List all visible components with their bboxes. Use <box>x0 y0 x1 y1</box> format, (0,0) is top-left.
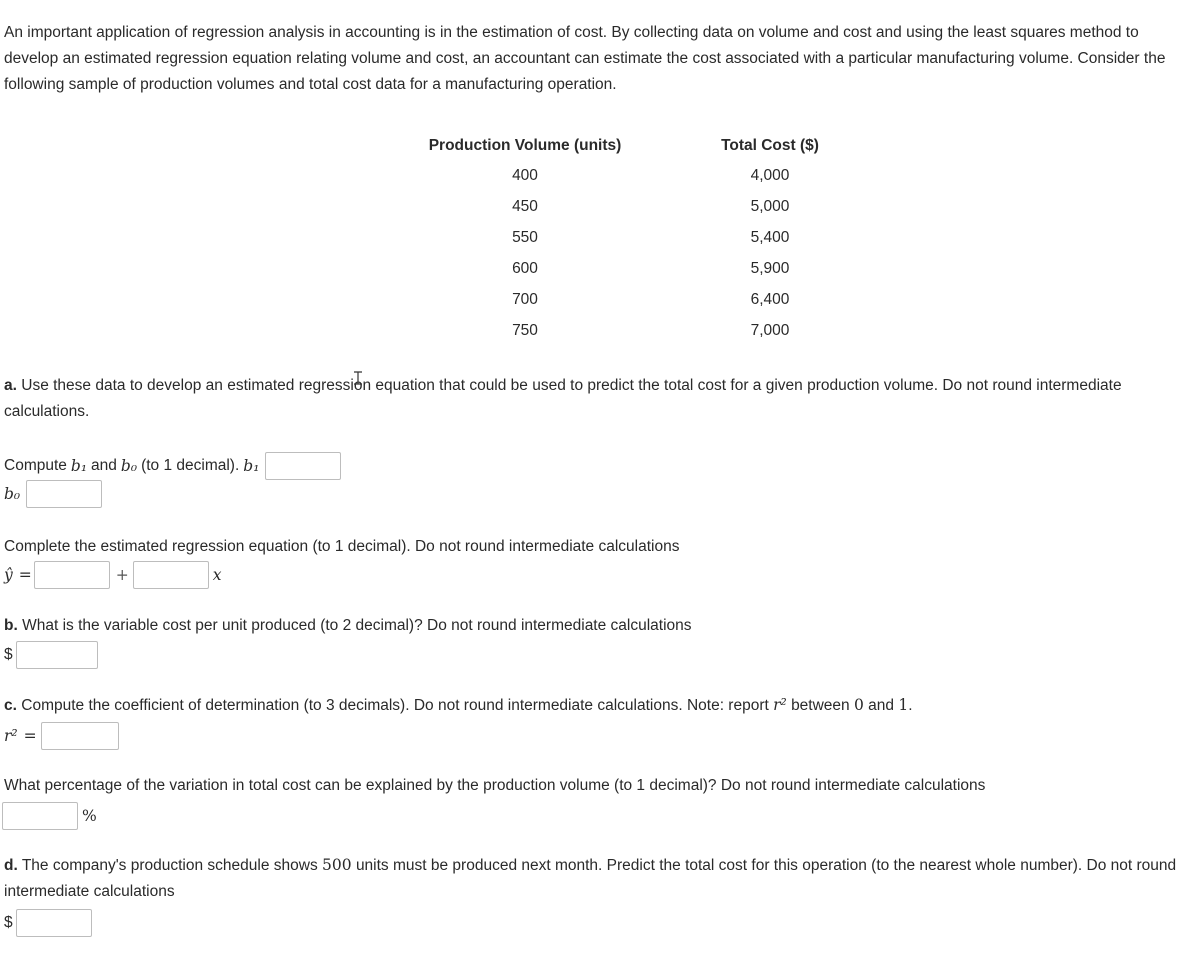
data-table <box>400 132 890 346</box>
cost-cell: 7,000 <box>750 321 790 339</box>
r2-symbol: r² <box>773 696 787 714</box>
table-row <box>400 222 890 253</box>
x-symbol: x <box>212 566 222 584</box>
b0-input[interactable] <box>26 480 102 508</box>
volume-cell: 450 <box>512 197 538 215</box>
one-value: 1 <box>898 696 909 714</box>
part-c-label: c. <box>4 697 17 714</box>
volume-cell: 700 <box>512 290 538 308</box>
part-a-question <box>4 373 1184 425</box>
cost-cell: 6,400 <box>750 290 790 308</box>
part-b-answer-row <box>4 641 98 669</box>
b1-label: b₁ <box>243 457 260 475</box>
volume-cell: 400 <box>512 166 538 184</box>
part-c-period: . <box>908 697 913 714</box>
percent-sign: % <box>82 807 97 825</box>
dollar-sign: $ <box>4 914 13 931</box>
part-c-between: between <box>791 697 850 714</box>
part-d-text-after: units must be produced next month. Predict the total cost for this operation (to the nearest whole number). Do not round intermediate calculations <box>4 857 1177 900</box>
slope-input[interactable] <box>133 561 209 589</box>
b0-row <box>4 480 102 508</box>
variable-cost-input[interactable] <box>16 641 98 669</box>
part-d-answer-row <box>4 909 92 937</box>
r2-label: r² <box>4 727 18 745</box>
r2-row <box>4 722 119 750</box>
yhat-symbol: ŷ <box>4 566 13 584</box>
cost-cell: 4,000 <box>750 166 790 184</box>
zero-value: 0 <box>853 696 864 714</box>
compute-prefix: Compute <box>4 457 67 474</box>
r2-input[interactable] <box>41 722 119 750</box>
cost-cell: 5,900 <box>750 259 790 277</box>
regression-equation-row <box>4 561 222 589</box>
table-row <box>400 315 890 346</box>
part-d-text-before: The company's production schedule shows <box>21 857 318 874</box>
table-row <box>400 160 890 191</box>
volume-cell: 750 <box>512 321 538 339</box>
total-cost-input[interactable] <box>16 909 92 937</box>
percentage-input[interactable] <box>2 802 78 830</box>
part-c-and: and <box>868 697 895 714</box>
part-b-text: What is the variable cost per unit produced (to 2 decimal)? Do not round intermediate calculations <box>22 617 692 634</box>
part-b-label: b. <box>4 617 18 634</box>
part-d-label: d. <box>4 857 18 874</box>
part-c-question <box>4 692 1194 719</box>
part-c-text: Compute the coefficient of determination (to 3 decimals). Do not round intermediate calculations. Note: report <box>21 697 769 714</box>
plus-sign: + <box>115 566 129 584</box>
part-a-label: a. <box>4 377 17 394</box>
b0-label: b₀ <box>4 485 21 503</box>
problem-intro: An important application of regression analysis in accounting is in the estimation of cost. By collecting data on volume and cost and using the least squares method to develop an estimated regression equation relating volume and cost, an accountant can estimate the cost associated with a particular manufacturing volume. Consider the following sample of production volumes and total cost data for a manufacturing operation. <box>4 24 1166 93</box>
b1-symbol: b₁ <box>70 457 88 475</box>
table-header-row <box>400 132 890 160</box>
part-b-question <box>4 613 692 639</box>
r2-equals: = <box>23 727 37 745</box>
cost-cell: 5,400 <box>750 228 790 246</box>
part-d-question <box>4 852 1199 905</box>
volume-cell: 550 <box>512 228 538 246</box>
dollar-sign: $ <box>4 646 13 663</box>
volume-cell: 600 <box>512 259 538 277</box>
column-header-volume: Production Volume (units) <box>428 137 622 154</box>
units-value: 500 <box>322 856 352 874</box>
percentage-prompt: What percentage of the variation in total cost can be explained by the production volume (to 1 decimal)? Do not round intermediate calculations <box>4 777 986 794</box>
compute-b1-b0-row <box>4 452 341 480</box>
column-header-cost: Total Cost ($) <box>721 137 819 154</box>
b0-symbol: b₀ <box>120 457 138 475</box>
table-row <box>400 191 890 222</box>
part-a-text: Use these data to develop an estimated regression equation that could be used to predict the total cost for a given production volume. Do not round intermediate calculations. <box>4 377 1122 420</box>
percentage-row <box>4 802 97 830</box>
intercept-input[interactable] <box>34 561 110 589</box>
b1-input[interactable] <box>265 452 341 480</box>
compute-suffix: (to 1 decimal). <box>141 457 240 474</box>
table-row <box>400 284 890 315</box>
compute-and: and <box>91 457 117 474</box>
table-row <box>400 253 890 284</box>
text-cursor-icon <box>353 371 363 385</box>
cost-cell: 5,000 <box>750 197 790 215</box>
equals-sign: = <box>18 566 32 584</box>
equation-prompt: Complete the estimated regression equation (to 1 decimal). Do not round intermediate calculations <box>4 538 680 555</box>
